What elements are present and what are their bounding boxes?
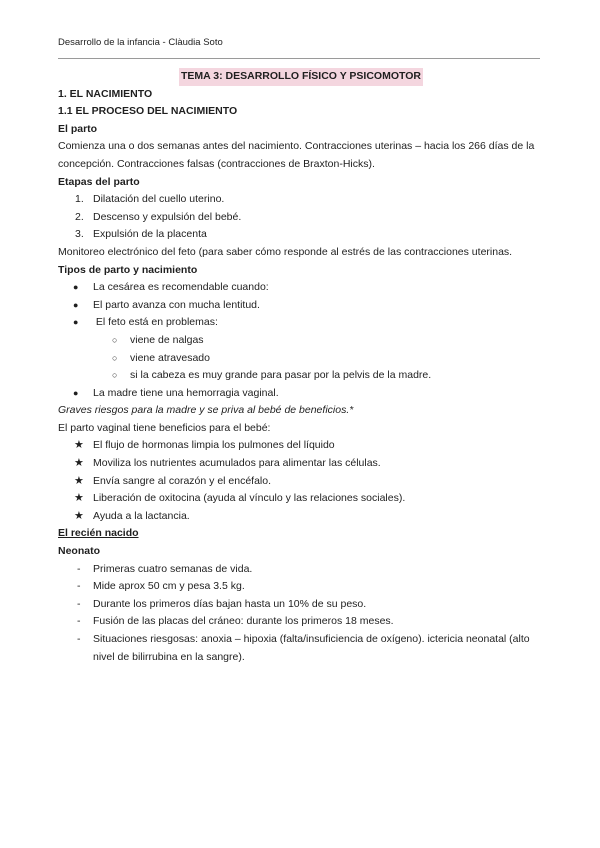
list-item: 3. Expulsión de la placenta: [58, 226, 544, 244]
document-body: [58, 68, 544, 666]
list-item: ★ Ayuda a la lactancia.: [58, 508, 544, 526]
recien-heading: El recién nacido: [58, 527, 139, 540]
list-item: ★ Envía sangre al corazón y el encéfalo.: [58, 473, 544, 491]
dash-icon: -: [77, 597, 81, 610]
list-number: 2.: [75, 210, 84, 223]
etapas-heading: Etapas del parto: [58, 175, 140, 188]
dash-icon: -: [77, 580, 81, 593]
list-item: - Fusión de las placas del cráneo: durante los primeros 18 meses.: [58, 613, 544, 631]
star-icon: ★: [74, 492, 84, 505]
bullet-icon: ●: [73, 299, 79, 310]
title-line: [58, 68, 544, 86]
risk-note: Graves riesgos para la madre y se priva al bebé de beneficios.*: [58, 404, 354, 417]
vaginal-benefits-list: [58, 437, 544, 525]
parto-heading: El parto: [58, 122, 98, 135]
list-item: ○ viene atravesado: [58, 350, 544, 368]
header-divider: [58, 58, 540, 59]
list-item: ★ Liberación de oxitocina (ayuda al vínculo y las relaciones sociales).: [58, 490, 544, 508]
section-heading: 1. EL NACIMIENTO: [58, 87, 153, 100]
circle-bullet-icon: ○: [112, 334, 118, 345]
list-item: ★ El flujo de hormonas limpia los pulmones del líquido: [58, 437, 544, 455]
list-item: - Mide aprox 50 cm y pesa 3.5 kg.: [58, 578, 544, 596]
list-item: ● La cesárea es recomendable cuando:: [58, 279, 544, 297]
vaginal-intro: El parto vaginal tiene beneficios para el bebé:: [58, 421, 271, 434]
dash-icon: -: [77, 562, 81, 575]
tipos-list: [58, 279, 544, 332]
list-number: 3.: [75, 228, 84, 241]
circle-bullet-icon: ○: [112, 370, 118, 381]
list-number: 1.: [75, 193, 84, 206]
page-title: TEMA 3: DESARROLLO FÍSICO Y PSICOMOTOR: [179, 68, 423, 86]
subsection-heading: 1.1 EL PROCESO DEL NACIMIENTO: [58, 105, 238, 118]
star-icon: ★: [74, 439, 84, 452]
etapas-list: [58, 191, 544, 244]
tipos-sublist: [58, 332, 544, 385]
tipos-heading: Tipos de parto y nacimiento: [58, 263, 198, 276]
parto-paragraph: Comienza una o dos semanas antes del nacimiento. Contracciones uterinas – hacia los 266 días de la concepción. Contracciones falsas (contracciones de Braxton-Hicks).: [58, 140, 535, 170]
list-item: ● El parto avanza con mucha lentitud.: [58, 297, 544, 315]
list-item: 2. Descenso y expulsión del bebé.: [58, 209, 544, 227]
list-item: ★ Moviliza los nutrientes acumulados para alimentar las células.: [58, 455, 544, 473]
star-icon: ★: [74, 474, 84, 487]
list-item: 1. Dilatación del cuello uterino.: [58, 191, 544, 209]
neonato-list: [58, 561, 544, 667]
tipos-list-end: [58, 385, 544, 403]
document-header: Desarrollo de la infancia - Clàudia Soto: [58, 37, 223, 48]
list-item: ○ si la cabeza es muy grande para pasar por la pelvis de la madre.: [58, 367, 544, 385]
list-item: - Primeras cuatro semanas de vida.: [58, 561, 544, 579]
list-item: ○ viene de nalgas: [58, 332, 544, 350]
monitoreo-note: Monitoreo electrónico del feto (para saber cómo responde al estrés de las contracciones uterinas.: [58, 245, 513, 258]
list-item: ● La madre tiene una hemorragia vaginal.: [58, 385, 544, 403]
star-icon: ★: [74, 457, 84, 470]
list-item: ● El feto está en problemas:: [58, 314, 544, 332]
star-icon: ★: [74, 509, 84, 522]
bullet-icon: ●: [73, 387, 79, 398]
dash-icon: -: [77, 615, 81, 628]
neonato-heading: Neonato: [58, 545, 100, 558]
list-item: - Durante los primeros días bajan hasta un 10% de su peso.: [58, 596, 544, 614]
circle-bullet-icon: ○: [112, 352, 118, 363]
bullet-icon: ●: [73, 317, 79, 328]
dash-icon: -: [77, 633, 81, 645]
bullet-icon: ●: [73, 282, 79, 293]
list-item: - Situaciones riesgosas: anoxia – hipoxia (falta/insuficiencia de oxígeno). ictericia neonatal (alto nivel de bilirrubina en la sangre).: [77, 633, 530, 663]
